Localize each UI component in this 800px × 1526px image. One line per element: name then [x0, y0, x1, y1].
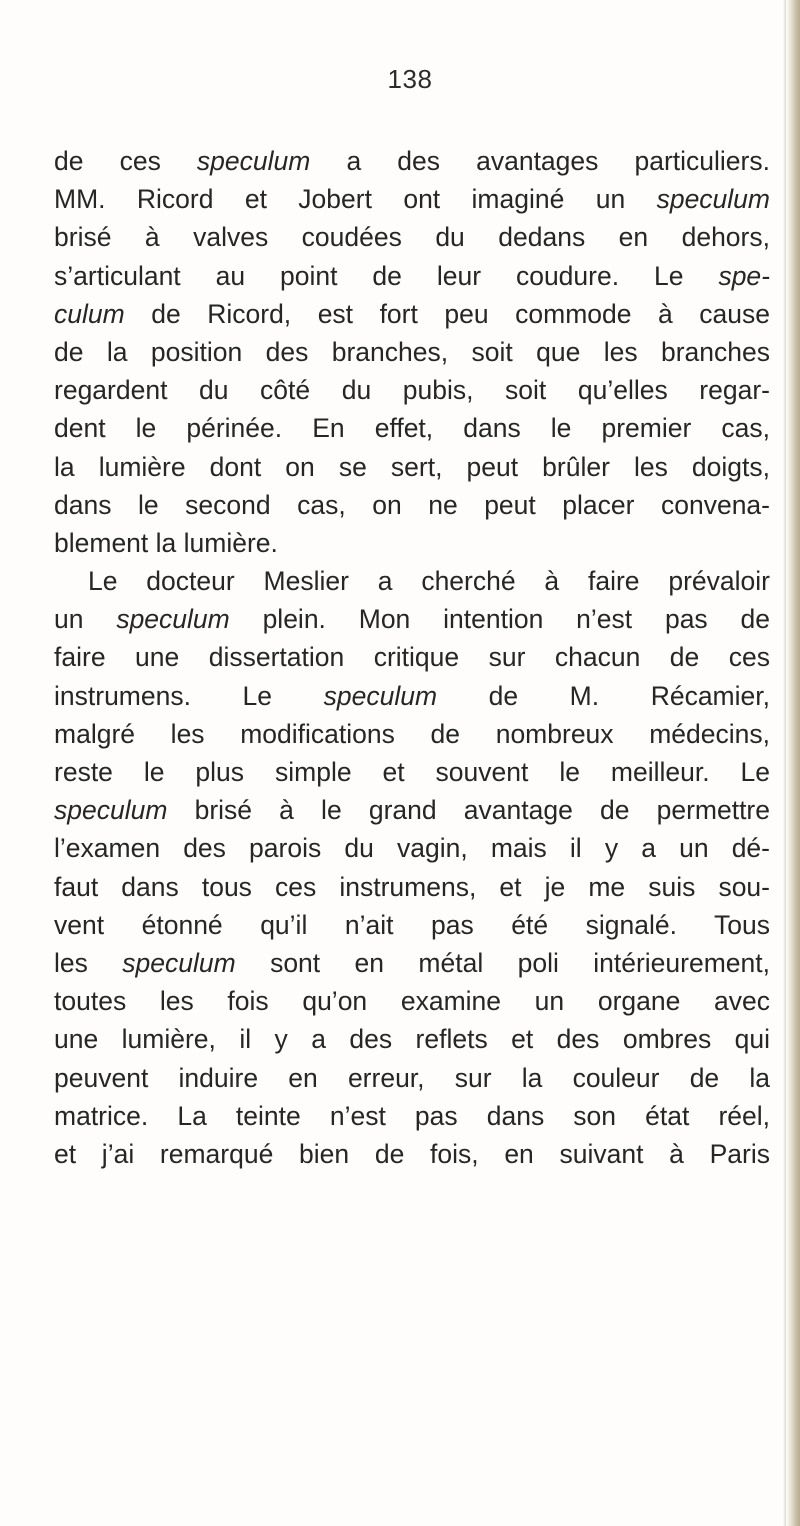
text-run: s’articulant au point de leur coudure. Le [54, 260, 719, 291]
text-run: MM. Ricord et Jobert ont imaginé un [54, 184, 657, 215]
text-line [54, 486, 770, 524]
text-run: dans le second cas, on ne peut placer convena- [54, 489, 770, 520]
text-line [54, 1135, 770, 1173]
text-run: dent le périnée. En effet, dans le premier cas, [54, 413, 770, 444]
text-line [54, 753, 770, 791]
text-line [54, 524, 770, 562]
italic-term: culum [54, 298, 125, 329]
text-line [54, 180, 770, 218]
text-line [54, 906, 770, 944]
text-run: vent étonné qu’il n’ait pas été signalé. Tous [54, 909, 770, 940]
text-line [54, 868, 770, 906]
text-run: blement la lumière. [54, 527, 278, 558]
text-run: de M. Récamier, [437, 680, 770, 711]
text-run: plein. Mon intention n’est pas de [229, 604, 770, 635]
text-run: regardent du côté du pubis, soit qu’elles regar- [54, 375, 770, 406]
text-line [54, 371, 770, 409]
text-run: a des avantages particuliers. [310, 146, 770, 176]
text-line [54, 1020, 770, 1058]
text-run: peuvent induire en erreur, sur la couleur de la [54, 1062, 770, 1093]
text-run: brisé à le grand avantage de permettre [167, 795, 770, 826]
text-run: de ces [54, 146, 197, 176]
text-run: faut dans tous ces instrumens, et je me suis sou- [54, 871, 770, 902]
text-line [54, 448, 770, 486]
text-run: brisé à valves coudées du dedans en dehors, [54, 222, 770, 253]
text-line [54, 715, 770, 753]
text-line [54, 638, 770, 676]
text-run: instrumens. Le [54, 680, 324, 711]
page-binding-edge [786, 0, 800, 1526]
text-run: sont en métal poli intérieurement, [235, 947, 770, 978]
text-run: l’examen des parois du vagin, mais il y a un dé- [54, 833, 770, 864]
page-number: 138 [387, 64, 433, 94]
text-line [54, 677, 770, 715]
italic-term: speculum [656, 184, 770, 215]
text-line [54, 142, 770, 180]
italic-term: speculum [116, 604, 230, 635]
text-run: de la position des branches, soit que les branches [54, 336, 770, 367]
italic-term: speculum [323, 680, 438, 711]
italic-term: speculum [196, 146, 311, 176]
text-run: reste le plus simple et souvent le meilleur. Le [54, 757, 770, 787]
text-run: un [54, 604, 117, 635]
text-run: malgré les modifications de nombreux médecins, [54, 718, 770, 749]
text-line [54, 944, 770, 982]
text-run: une lumière, il y a des reflets et des ombres qui [54, 1024, 770, 1055]
text-line [54, 791, 770, 829]
text-line [54, 562, 770, 600]
text-line [54, 1059, 770, 1097]
italic-term: speculum [54, 795, 168, 826]
text-line [54, 982, 770, 1020]
text-run: de Ricord, est fort peu commode à cause [124, 298, 770, 329]
body-text [54, 142, 770, 1173]
text-run: la lumière dont on se sert, peut brûler les doigts, [54, 451, 770, 482]
italic-term: speculum [122, 947, 236, 978]
text-run: faire une dissertation critique sur chacun de ces [54, 642, 770, 673]
text-run: Le docteur Meslier a cherché à faire prévaloir [88, 566, 770, 597]
text-line [54, 600, 770, 638]
text-line [54, 218, 770, 256]
text-line [54, 409, 770, 447]
text-run: toutes les fois qu’on examine un organe avec [54, 986, 770, 1017]
text-run: et j’ai remarqué bien de fois, en suivant à Paris [54, 1138, 770, 1169]
text-line [54, 295, 770, 333]
text-line [54, 333, 770, 371]
text-line [54, 829, 770, 867]
text-line [54, 1097, 770, 1135]
text-run: matrice. La teinte n’est pas dans son état réel, [54, 1100, 770, 1131]
text-run: les [54, 947, 123, 978]
text-line [54, 257, 770, 295]
italic-term: spe- [718, 260, 770, 291]
